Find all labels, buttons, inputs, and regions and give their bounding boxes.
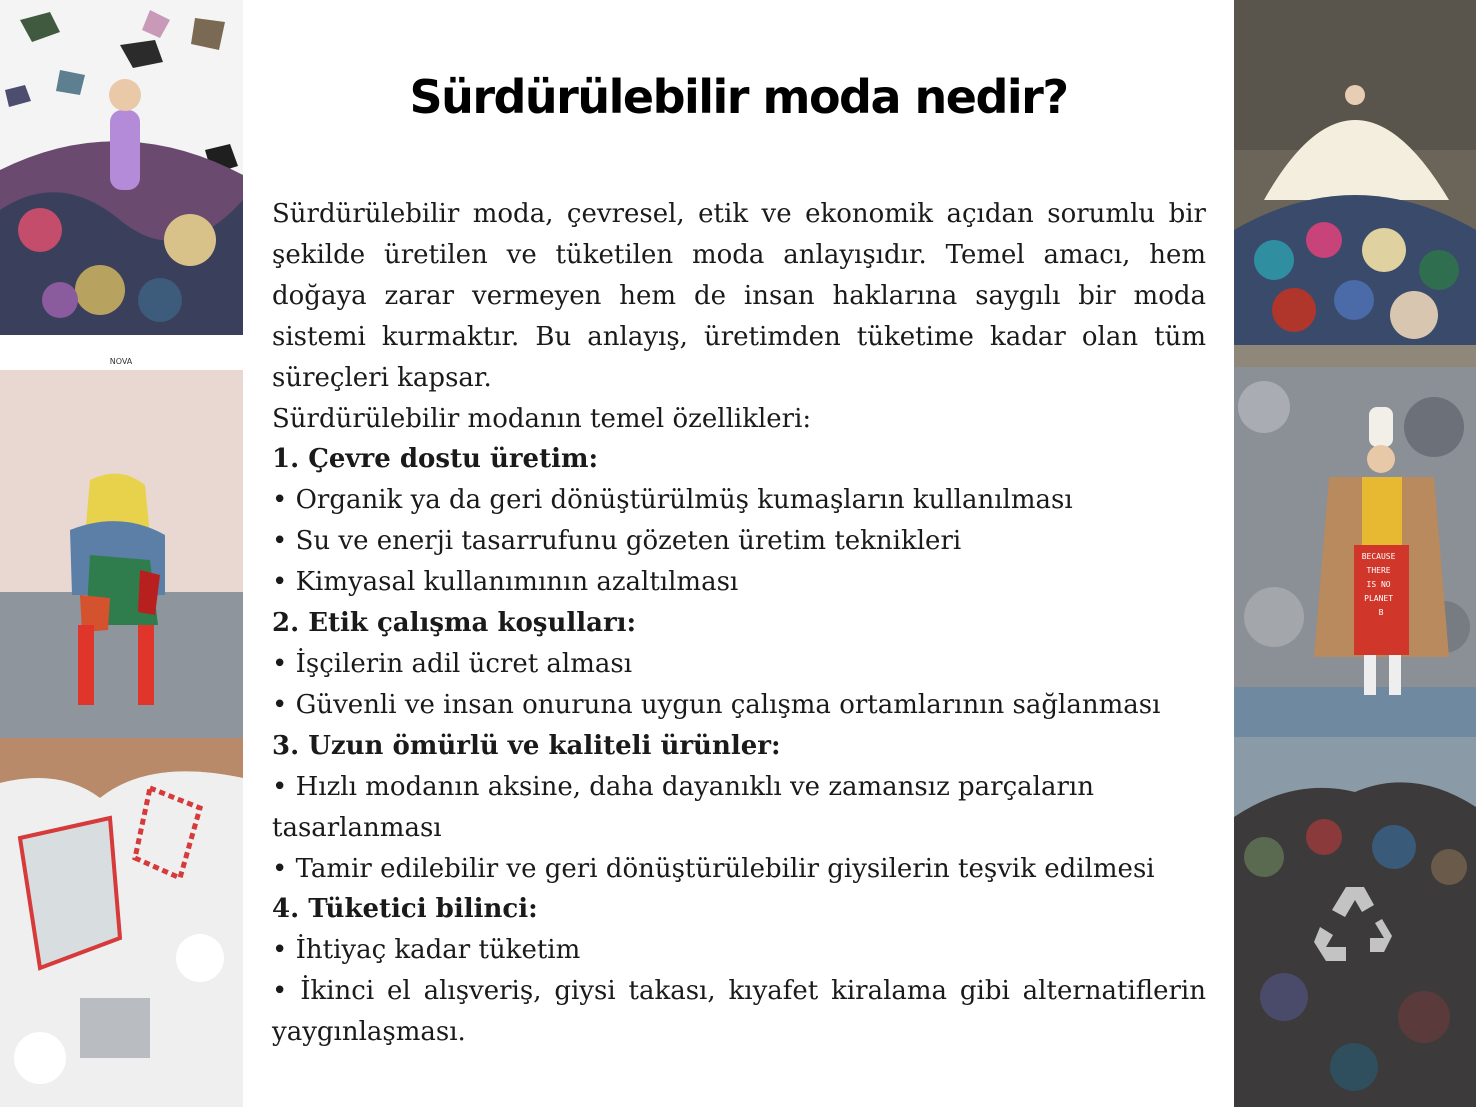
list-item: • Güvenli ve insan onuruna uygun çalışma ortamlarının sağlanması — [272, 689, 1161, 720]
photo-clothes-landfill-recycle — [1234, 737, 1476, 1107]
skirt-line-5: B — [1378, 608, 1384, 617]
section-heading-3: 3. Uzun ömürlü ve kaliteli ürünler: — [272, 730, 781, 761]
list-item: • Tamir edilebilir ve geri dönüştürülebilir giysilerin teşvik edilmesi — [272, 853, 1155, 884]
skirt-line-2: THERE — [1366, 566, 1391, 575]
skirt-line-4: PLANET — [1364, 594, 1394, 603]
list-item: • Su ve enerji tasarrufunu gözeten üretim teknikleri — [272, 526, 962, 557]
photo-figure-covered-in-clothes — [0, 370, 243, 738]
section-heading-1: 1. Çevre dostu üretim: — [272, 444, 599, 475]
photo-clothes-mountain-dress — [1234, 0, 1476, 367]
list-item: • İkinci el alışveriş, giysi takası, kıyafet kiralama gibi alternatiflerin yaygınlaşması. — [272, 976, 1206, 1048]
skirt-line-1: BECAUSE — [1361, 552, 1396, 561]
photo-clothes-pile-woman — [0, 0, 243, 370]
photo-white-dress-detail — [0, 738, 243, 1107]
intro-paragraph: Sürdürülebilir moda, çevresel, etik ve ekonomik açıdan sorumlu bir şekilde üretilen ve tüketilen moda anlayışıdır. Temel amacı, hem doğaya zarar vermeyen hem de insan haklarına saygılı bir moda sistemi kurmaktır. Bu anlayış, üretimden tüketime kadar olan tüm süreçleri kapsar. — [272, 199, 1206, 393]
page-title: Sürdürülebilir moda nedir? — [409, 70, 1068, 124]
section-heading-2: 2. Etik çalışma koşulları: — [272, 608, 637, 639]
list-item: • İhtiyaç kadar tüketim — [272, 935, 581, 966]
list-item: • Kimyasal kullanımının azaltılması — [272, 567, 739, 598]
article-body — [272, 194, 1206, 1053]
section-heading-4: 4. Tüketici bilinci: — [272, 894, 538, 925]
photo-brand-label: NOVA — [109, 357, 133, 366]
list-item: • Organik ya da geri dönüştürülmüş kumaşların kullanılması — [272, 485, 1073, 516]
list-item: • Hızlı modanın aksine, daha dayanıklı ve zamansız parçaların tasarlanması — [272, 771, 1094, 843]
list-item: • İşçilerin adil ücret alması — [272, 648, 633, 679]
photo-no-planet-b-skirt — [1234, 367, 1476, 737]
skirt-line-3: IS NO — [1366, 580, 1391, 589]
features-intro: Sürdürülebilir modanın temel özellikleri: — [272, 403, 812, 434]
